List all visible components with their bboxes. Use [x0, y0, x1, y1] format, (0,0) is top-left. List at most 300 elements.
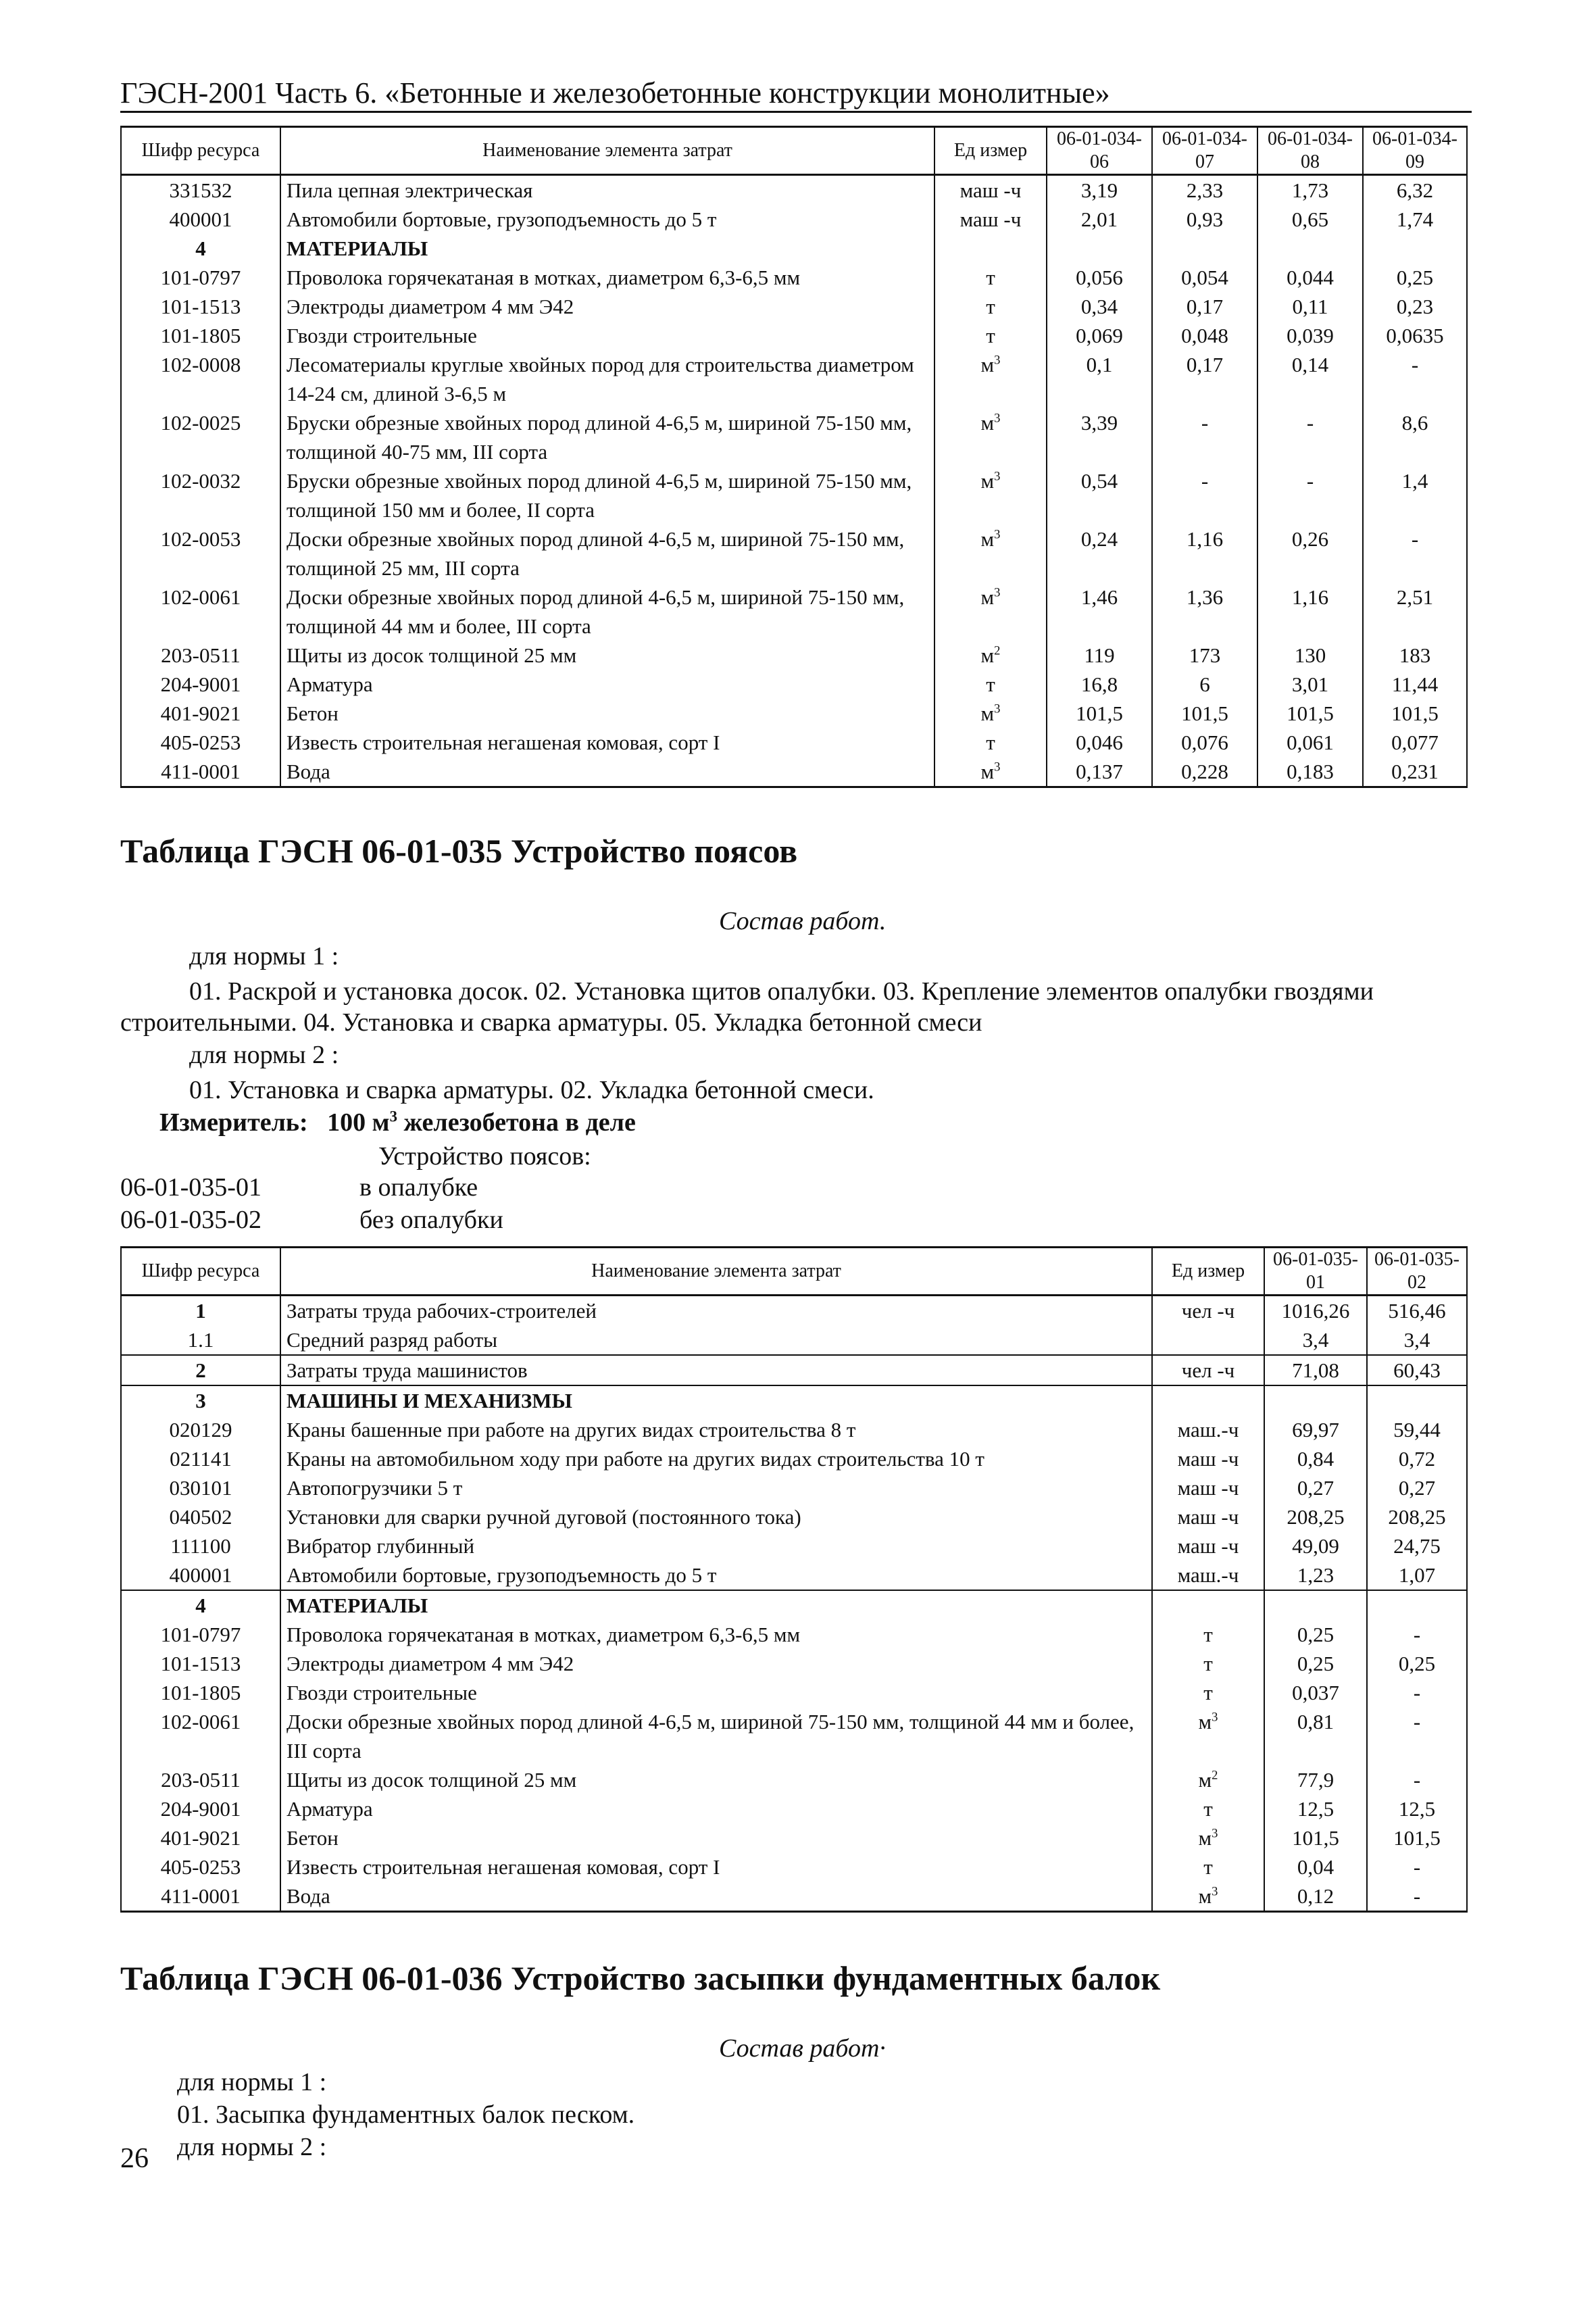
resource-name: Краны башенные при работе на других видах строительства 8 т — [280, 1415, 1152, 1444]
unit — [934, 292, 1047, 321]
unit — [934, 641, 1047, 670]
resource-code: 1 — [121, 1296, 280, 1326]
unit — [1152, 1385, 1264, 1415]
norm-value: 0,054 — [1152, 263, 1257, 292]
resource-code: 111100 — [121, 1531, 280, 1560]
resource-name: Пила цепная электрическая — [280, 175, 934, 205]
norm-value: 0,076 — [1152, 728, 1257, 757]
norm-value: 0,25 — [1264, 1649, 1367, 1678]
norm-value: 3,19 — [1047, 175, 1152, 205]
resource-name: Доски обрезные хвойных пород длиной 4-6,5 м, шириной 75-150 мм, толщиной 44 мм и более, III сорта — [280, 583, 934, 641]
norm-value: - — [1367, 1881, 1467, 1912]
norm-value: 6 — [1152, 670, 1257, 699]
norm-value: 0,046 — [1047, 728, 1152, 757]
column-header: Ед измер — [1152, 1248, 1264, 1296]
norm-value: 0,069 — [1047, 321, 1152, 350]
variant-text: в опалубке — [359, 1173, 478, 1202]
table-row — [121, 583, 1467, 641]
norm-value: 1,07 — [1367, 1560, 1467, 1590]
resource-name: Автопогрузчики 5 т — [280, 1473, 1152, 1502]
norm-value: 0,25 — [1264, 1620, 1367, 1649]
composition-title: Состав работ· — [719, 2034, 886, 2063]
unit-text: м — [1198, 1710, 1212, 1733]
unit — [934, 699, 1047, 728]
norm-value: 1,73 — [1257, 175, 1363, 205]
norm-value — [1367, 1385, 1467, 1415]
resource-code: 101-1805 — [121, 1678, 280, 1707]
resource-name: Доски обрезные хвойных пород длиной 4-6,5 м, шириной 75-150 мм, толщиной 25 мм, III сорта — [280, 524, 934, 583]
resource-name: Арматура — [280, 1794, 1152, 1823]
unit-text: маш.-ч — [1177, 1418, 1239, 1442]
table-row — [121, 1765, 1467, 1794]
resource-name: Электроды диаметром 4 мм Э42 — [280, 1649, 1152, 1678]
norm-value: 0,25 — [1363, 263, 1467, 292]
norm-value: 1,74 — [1363, 205, 1467, 234]
resource-code: 204-9001 — [121, 670, 280, 699]
unit-text: т — [986, 672, 995, 696]
resource-code: 030101 — [121, 1473, 280, 1502]
unit-text: м — [980, 469, 995, 493]
norm1-label: для нормы 1 : — [177, 2068, 327, 2096]
norm-value: 173 — [1152, 641, 1257, 670]
resource-code: 400001 — [121, 1560, 280, 1590]
resource-code: 102-0053 — [121, 524, 280, 583]
unit-text: м — [980, 585, 995, 609]
unit-exponent: 3 — [1212, 1710, 1218, 1725]
resource-name: Затраты труда рабочих-строителей — [280, 1296, 1152, 1326]
norm-value: 0,056 — [1047, 263, 1152, 292]
norm-value: 69,97 — [1264, 1415, 1367, 1444]
unit-text: м — [980, 527, 995, 551]
unit-exponent: 3 — [994, 353, 1001, 368]
unit — [1152, 1531, 1264, 1560]
norm-value: 0,0635 — [1363, 321, 1467, 350]
norm-value: 0,04 — [1264, 1852, 1367, 1881]
norm-value: 101,5 — [1047, 699, 1152, 728]
resource-code: 3 — [121, 1385, 280, 1415]
unit — [934, 263, 1047, 292]
resource-name: Гвозди строительные — [280, 1678, 1152, 1707]
unit — [934, 757, 1047, 787]
norm-value: - — [1257, 408, 1363, 466]
norm-value: 3,4 — [1264, 1325, 1367, 1355]
norm-value: - — [1367, 1678, 1467, 1707]
norm-value: 1,23 — [1264, 1560, 1367, 1590]
table-row — [121, 1355, 1467, 1385]
norm-value: 59,44 — [1367, 1415, 1467, 1444]
page-header: ГЭСН-2001 Часть 6. «Бетонные и железобетонные конструкции монолитные» — [120, 76, 1110, 109]
variant-code: 06-01-035-01 — [120, 1173, 261, 1202]
unit — [1152, 1355, 1264, 1385]
resource-code: 411-0001 — [121, 757, 280, 787]
column-header: Шифр ресурса — [121, 127, 280, 175]
unit-text: маш -ч — [1177, 1476, 1239, 1500]
resource-name: Установки для сварки ручной дуговой (постоянного тока) — [280, 1502, 1152, 1531]
norm-value: - — [1152, 408, 1257, 466]
column-header: Наименование элемента затрат — [280, 127, 934, 175]
resource-name: Проволока горячекатаная в мотках, диаметром 6,3-6,5 мм — [280, 1620, 1152, 1649]
unit-exponent: 3 — [994, 527, 1001, 542]
norm-value — [1152, 234, 1257, 263]
table-row — [121, 1794, 1467, 1823]
table-row — [121, 1415, 1467, 1444]
column-header: Шифр ресурса — [121, 1248, 280, 1296]
unit-text: чел -ч — [1181, 1299, 1235, 1323]
table-row — [121, 1678, 1467, 1707]
table-row — [121, 205, 1467, 234]
unit — [1152, 1590, 1264, 1620]
norm-value: - — [1363, 350, 1467, 408]
norm-value: 0,037 — [1264, 1678, 1367, 1707]
norm-value: 3,39 — [1047, 408, 1152, 466]
resource-code: 102-0008 — [121, 350, 280, 408]
variant-code: 06-01-035-02 — [120, 1206, 261, 1234]
meter-label: Измеритель: — [159, 1108, 308, 1137]
resource-code: 101-0797 — [121, 263, 280, 292]
norm-value — [1363, 234, 1467, 263]
unit — [1152, 1707, 1264, 1765]
unit — [934, 466, 1047, 524]
norm-value: 0,231 — [1363, 757, 1467, 787]
resource-name: Затраты труда машинистов — [280, 1355, 1152, 1385]
norm-value: 0,54 — [1047, 466, 1152, 524]
unit — [1152, 1678, 1264, 1707]
unit-text: м — [980, 701, 995, 725]
column-header: 06-01-034-08 — [1257, 127, 1363, 175]
table-row — [121, 1649, 1467, 1678]
header-divider — [120, 111, 1472, 113]
norm2-text: 01. Установка и сварка арматуры. 02. Укладка бетонной смеси. — [189, 1076, 874, 1104]
norm-value: 0,65 — [1257, 205, 1363, 234]
resource-name: Арматура — [280, 670, 934, 699]
resource-name: МАШИНЫ И МЕХАНИЗМЫ — [280, 1385, 1152, 1415]
norm-value: 1,36 — [1152, 583, 1257, 641]
column-header: 06-01-034-09 — [1363, 127, 1467, 175]
resource-name: Автомобили бортовые, грузоподъемность до 5 т — [280, 1560, 1152, 1590]
table-row — [121, 1852, 1467, 1881]
norm1-text-line1: 01. Раскрой и установка досок. 02. Установка щитов опалубки. 03. Крепление элементов опалубки гвоздями — [189, 977, 1374, 1006]
norm1-text: 01. Засыпка фундаментных балок песком. — [177, 2100, 635, 2129]
section-row — [121, 1590, 1467, 1620]
norm-value: 0,1 — [1047, 350, 1152, 408]
norm-value: 0,183 — [1257, 757, 1363, 787]
norm-value: 101,5 — [1257, 699, 1363, 728]
norm-value: 0,137 — [1047, 757, 1152, 787]
table-row — [121, 728, 1467, 757]
resource-code: 400001 — [121, 205, 280, 234]
resource-name: Проволока горячекатаная в мотках, диаметром 6,3-6,5 мм — [280, 263, 934, 292]
resource-table-034 — [120, 126, 1468, 788]
resource-code: 102-0061 — [121, 1707, 280, 1765]
norm-value: 0,048 — [1152, 321, 1257, 350]
norm-value: 2,01 — [1047, 205, 1152, 234]
unit — [1152, 1296, 1264, 1326]
resource-name: Гвозди строительные — [280, 321, 934, 350]
norm-value — [1257, 234, 1363, 263]
unit-text: маш -ч — [959, 207, 1022, 231]
unit — [1152, 1502, 1264, 1531]
unit — [1152, 1325, 1264, 1355]
unit-text: т — [986, 324, 995, 347]
table-row — [121, 350, 1467, 408]
unit — [934, 350, 1047, 408]
resource-name: Щиты из досок толщиной 25 мм — [280, 1765, 1152, 1794]
resource-code: 411-0001 — [121, 1881, 280, 1912]
composition-title: Состав работ. — [719, 907, 887, 935]
unit — [934, 728, 1047, 757]
norm-value — [1047, 234, 1152, 263]
table-row — [121, 1531, 1467, 1560]
norm2-label: для нормы 2 : — [177, 2133, 327, 2161]
column-header: Наименование элемента затрат — [280, 1248, 1152, 1296]
norm-value: 49,09 — [1264, 1531, 1367, 1560]
resource-name: МАТЕРИАЛЫ — [280, 1590, 1152, 1620]
resource-name: Известь строительная негашеная комовая, сорт I — [280, 728, 934, 757]
unit — [934, 205, 1047, 234]
meter-value: 100 м — [327, 1108, 390, 1137]
norm-value: 119 — [1047, 641, 1152, 670]
norm-value: 208,25 — [1367, 1502, 1467, 1531]
resource-code: 401-9021 — [121, 1823, 280, 1852]
norm-value: 0,23 — [1363, 292, 1467, 321]
resource-name: Электроды диаметром 4 мм Э42 — [280, 292, 934, 321]
column-header: Ед измер — [934, 127, 1047, 175]
unit-exponent: 3 — [994, 701, 1001, 716]
unit — [1152, 1881, 1264, 1912]
unit — [1152, 1765, 1264, 1794]
resource-code: 102-0032 — [121, 466, 280, 524]
resource-name: Бетон — [280, 699, 934, 728]
table-row — [121, 757, 1467, 787]
norm-value: - — [1257, 466, 1363, 524]
table-row — [121, 1560, 1467, 1590]
page-number: 26 — [120, 2143, 149, 2174]
norm-value: - — [1367, 1852, 1467, 1881]
table-row — [121, 670, 1467, 699]
table-row — [121, 524, 1467, 583]
resource-code: 101-1513 — [121, 292, 280, 321]
resource-code: 101-0797 — [121, 1620, 280, 1649]
norm-value — [1367, 1590, 1467, 1620]
unit-text: м — [980, 760, 995, 783]
norm-value: 11,44 — [1363, 670, 1467, 699]
unit-text: маш -ч — [1177, 1447, 1239, 1471]
unit-text: т — [986, 295, 995, 318]
resource-code: 405-0253 — [121, 728, 280, 757]
unit-text: т — [986, 731, 995, 754]
unit-exponent: 2 — [994, 643, 1001, 658]
norm-value — [1264, 1590, 1367, 1620]
norm-value: 101,5 — [1152, 699, 1257, 728]
resource-table-035 — [120, 1246, 1468, 1913]
meter-line — [159, 1107, 636, 1138]
unit — [1152, 1794, 1264, 1823]
unit — [1152, 1444, 1264, 1473]
norm-value: 208,25 — [1264, 1502, 1367, 1531]
table-row — [121, 408, 1467, 466]
unit-text: маш -ч — [959, 178, 1022, 202]
resource-name: Краны на автомобильном ходу при работе на других видах строительства 10 т — [280, 1444, 1152, 1473]
unit-exponent: 3 — [1212, 1826, 1218, 1841]
norm-value: - — [1152, 466, 1257, 524]
norm-value — [1264, 1385, 1367, 1415]
resource-code: 101-1513 — [121, 1649, 280, 1678]
variant-text: без опалубки — [359, 1206, 503, 1234]
table-row — [121, 1823, 1467, 1852]
norm-value: 0,34 — [1047, 292, 1152, 321]
norm-value: 16,8 — [1047, 670, 1152, 699]
unit-exponent: 3 — [994, 760, 1001, 774]
norm-value: - — [1367, 1707, 1467, 1765]
norm-value: 0,27 — [1264, 1473, 1367, 1502]
unit-exponent: 3 — [994, 469, 1001, 484]
norm-value: 0,061 — [1257, 728, 1363, 757]
table-header-row — [121, 127, 1467, 175]
column-header: 06-01-034-07 — [1152, 127, 1257, 175]
norm-value: 0,12 — [1264, 1881, 1367, 1912]
norm1-text-line2: строительными. 04. Установка и сварка арматуры. 05. Укладка бетонной смеси — [120, 1008, 982, 1037]
norm-value: 101,5 — [1367, 1823, 1467, 1852]
resource-name: Лесоматериалы круглые хвойных пород для строительства диаметром 14-24 см, длиной 3-6,5 м — [280, 350, 934, 408]
unit-text: т — [1203, 1652, 1213, 1675]
resource-name: Щиты из досок толщиной 25 мм — [280, 641, 934, 670]
norm-value: 1,4 — [1363, 466, 1467, 524]
norm-value: 6,32 — [1363, 175, 1467, 205]
table-row — [121, 699, 1467, 728]
norm-value: 12,5 — [1264, 1794, 1367, 1823]
resource-code: 2 — [121, 1355, 280, 1385]
resource-code: 1.1 — [121, 1325, 280, 1355]
norm-value: 3,01 — [1257, 670, 1363, 699]
table-row — [121, 1296, 1467, 1326]
section-title-036: Таблица ГЭСН 06-01-036 Устройство засыпки фундаментных балок — [120, 1959, 1161, 1997]
norm-value: 24,75 — [1367, 1531, 1467, 1560]
norm-value: 0,17 — [1152, 292, 1257, 321]
resource-code: 040502 — [121, 1502, 280, 1531]
norm-value: - — [1367, 1765, 1467, 1794]
unit — [934, 524, 1047, 583]
unit-text: м — [1198, 1826, 1212, 1850]
section-title-035: Таблица ГЭСН 06-01-035 Устройство поясов — [120, 832, 798, 870]
resource-name: Бруски обрезные хвойных пород длиной 4-6,5 м, шириной 75-150 мм, толщиной 40-75 мм, III сорта — [280, 408, 934, 466]
resource-code: 101-1805 — [121, 321, 280, 350]
norm2-label: для нормы 2 : — [189, 1041, 339, 1069]
norm-value: 0,228 — [1152, 757, 1257, 787]
norm-value: 183 — [1363, 641, 1467, 670]
unit — [1152, 1473, 1264, 1502]
unit-text: т — [1203, 1623, 1213, 1646]
norm-value: 8,6 — [1363, 408, 1467, 466]
unit-text: м — [980, 353, 995, 376]
unit-exponent: 3 — [994, 411, 1001, 426]
table-row — [121, 263, 1467, 292]
column-header: 06-01-034-06 — [1047, 127, 1152, 175]
norm-value: 516,46 — [1367, 1296, 1467, 1326]
resource-name: Бруски обрезные хвойных пород длиной 4-6,5 м, шириной 75-150 мм, толщиной 150 мм и более, II сорта — [280, 466, 934, 524]
table-row — [121, 175, 1467, 205]
resource-code: 020129 — [121, 1415, 280, 1444]
unit — [1152, 1852, 1264, 1881]
norm-value: 0,93 — [1152, 205, 1257, 234]
resource-name: Доски обрезные хвойных пород длиной 4-6,5 м, шириной 75-150 мм, толщиной 44 мм и более, III сорта — [280, 1707, 1152, 1765]
norm-value: 1,16 — [1257, 583, 1363, 641]
norm-value: 0,26 — [1257, 524, 1363, 583]
resource-code: 102-0025 — [121, 408, 280, 466]
unit — [1152, 1649, 1264, 1678]
unit — [934, 234, 1047, 263]
norm-value: 1,16 — [1152, 524, 1257, 583]
section-row — [121, 1385, 1467, 1415]
unit-text: маш -ч — [1177, 1505, 1239, 1529]
table-row — [121, 1502, 1467, 1531]
norm-value: 12,5 — [1367, 1794, 1467, 1823]
table-row — [121, 292, 1467, 321]
unit-text: т — [1203, 1855, 1213, 1879]
unit-text: маш.-ч — [1177, 1563, 1239, 1587]
norm-value: 77,9 — [1264, 1765, 1367, 1794]
norm-value: 0,27 — [1367, 1473, 1467, 1502]
resource-name: Средний разряд работы — [280, 1325, 1152, 1355]
unit-text: т — [986, 266, 995, 289]
norm-value: - — [1363, 524, 1467, 583]
variants-group-label: Устройство поясов: — [378, 1142, 591, 1171]
norm-value: 0,044 — [1257, 263, 1363, 292]
unit — [934, 175, 1047, 205]
unit-text: чел -ч — [1181, 1358, 1235, 1382]
norm-value: 0,25 — [1367, 1649, 1467, 1678]
table-row — [121, 1620, 1467, 1649]
resource-code: 4 — [121, 234, 280, 263]
table-header-row — [121, 1248, 1467, 1296]
unit — [934, 583, 1047, 641]
resource-code: 405-0253 — [121, 1852, 280, 1881]
resource-name: Вода — [280, 757, 934, 787]
unit-text: м — [980, 411, 995, 435]
resource-code: 401-9021 — [121, 699, 280, 728]
unit-text: маш -ч — [1177, 1534, 1239, 1558]
resource-name: Автомобили бортовые, грузоподъемность до 5 т — [280, 205, 934, 234]
resource-code: 203-0511 — [121, 1765, 280, 1794]
unit-text: м — [1198, 1884, 1212, 1908]
table-row — [121, 1325, 1467, 1355]
norm-value: 71,08 — [1264, 1355, 1367, 1385]
norm-value: 0,24 — [1047, 524, 1152, 583]
norm-value: 130 — [1257, 641, 1363, 670]
resource-code: 4 — [121, 1590, 280, 1620]
unit-text: м — [980, 643, 995, 667]
unit — [1152, 1620, 1264, 1649]
norm-value: 60,43 — [1367, 1355, 1467, 1385]
unit-text: т — [1203, 1797, 1213, 1821]
unit — [934, 408, 1047, 466]
unit — [1152, 1823, 1264, 1852]
norm-value: 1016,26 — [1264, 1296, 1367, 1326]
unit-text: т — [1203, 1681, 1213, 1704]
meter-unit-exponent: 3 — [389, 1108, 397, 1125]
column-header: 06-01-035-02 — [1367, 1248, 1467, 1296]
norm-value: 0,81 — [1264, 1707, 1367, 1765]
table-row — [121, 641, 1467, 670]
norm1-label: для нормы 1 : — [189, 942, 339, 970]
column-header: 06-01-035-01 — [1264, 1248, 1367, 1296]
norm-value: 101,5 — [1264, 1823, 1367, 1852]
resource-name: МАТЕРИАЛЫ — [280, 234, 934, 263]
norm-value: 0,14 — [1257, 350, 1363, 408]
resource-code: 331532 — [121, 175, 280, 205]
resource-code: 102-0061 — [121, 583, 280, 641]
unit-exponent: 2 — [1212, 1768, 1218, 1783]
table-row — [121, 1707, 1467, 1765]
